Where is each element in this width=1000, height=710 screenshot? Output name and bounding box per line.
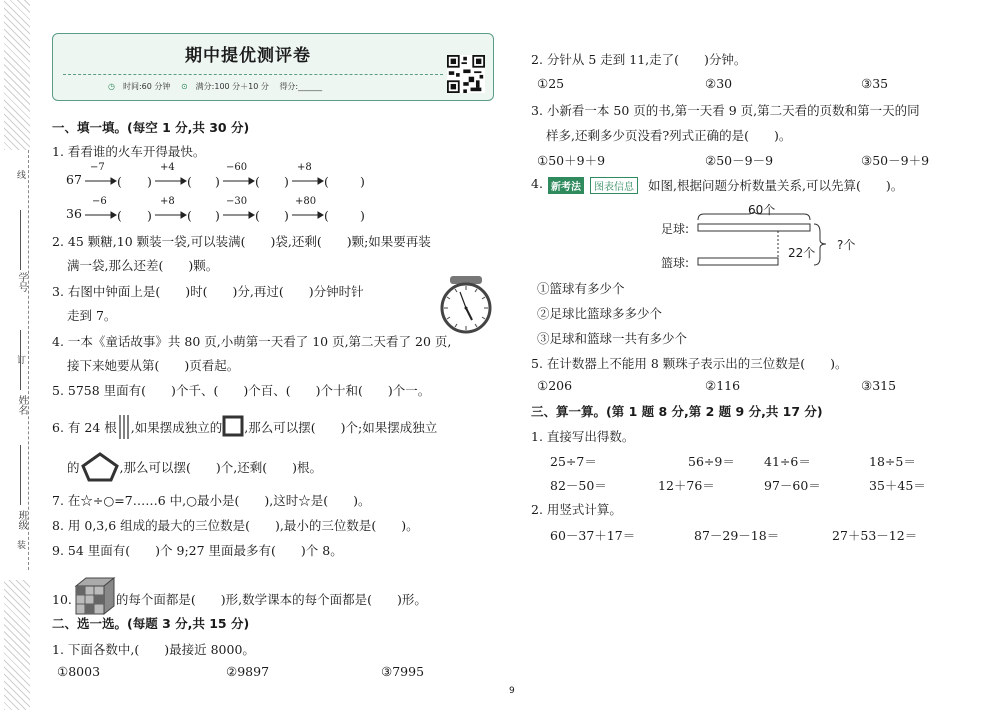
svg-text:(: ( <box>187 176 192 189</box>
q1-8-text: 8. 用 0,3,6 组成的最大的三位数是( ),最小的三位数是( )。 <box>52 518 419 533</box>
chart-info-badge: 图表信息 <box>590 177 638 194</box>
q1-9-text: 9. 54 里面有( )个 9;27 里面最多有( )个 8。 <box>52 543 343 558</box>
binding-cut-line <box>28 150 29 570</box>
new-method-badge: 新考法 <box>548 177 584 194</box>
diagram-diff-label: 22个 <box>788 246 816 260</box>
svg-text:): ) <box>360 176 365 189</box>
binding-mark-order: 订 <box>15 355 25 364</box>
class-label: 班级 <box>16 510 27 530</box>
calc-item-8: 35＋45＝ <box>869 478 926 493</box>
q1-6-mid: ,如果摆成独立的 <box>130 420 223 435</box>
diagram-football-label: 足球: <box>661 222 690 236</box>
q1-3-line-2: 走到 7。 <box>67 308 117 323</box>
cube-icon <box>72 576 116 616</box>
vertical-calc-1: 60－37＋17＝ <box>550 528 636 543</box>
basketball-bar <box>698 258 778 265</box>
q1-10-pre: 10. <box>52 592 72 607</box>
calc-item-3: 41÷6＝ <box>764 454 811 469</box>
q1-2-line-1: 2. 45 颗糖,10 颗装一袋,可以装满( )袋,还剩( )颗;如果要再装 <box>52 234 431 249</box>
q2-1-option-2[interactable]: ②9897 <box>226 664 270 679</box>
calc-item-2: 56÷9＝ <box>688 454 735 469</box>
q2-1-option-1[interactable]: ①8003 <box>57 664 101 679</box>
svg-text:): ) <box>360 210 365 223</box>
q1-10-post: 的每个面都是( )形,数学课本的每个面都是( )形。 <box>115 592 427 607</box>
diagram-unknown-label: ?个 <box>837 238 856 252</box>
diagram-total-label: 60个 <box>748 203 776 217</box>
q1-7-text: 7. 在☆÷○=7……6 中,○最小是( ),这时☆是( )。 <box>52 493 371 508</box>
q2-3-line-1: 3. 小新看一本 50 页的书,第一天看 9 页,第二天看的页数和第一天的同 <box>531 103 920 118</box>
q1-6-line-1 <box>52 414 437 440</box>
class-field[interactable] <box>20 445 21 505</box>
svg-text:(: ( <box>324 176 329 189</box>
calc-item-4: 18÷5＝ <box>869 454 916 469</box>
q1-6b-post: ,那么可以摆( )个,还剩( )根。 <box>119 460 322 475</box>
svg-text:(: ( <box>117 176 122 189</box>
q3-1-text: 1. 直接写出得数。 <box>531 429 635 444</box>
train-row-2-op-3: −30 <box>226 196 248 207</box>
q2-1-text: 1. 下面各数中,( )最接近 8000。 <box>52 642 255 657</box>
svg-text:): ) <box>215 210 220 223</box>
score-icon: ⊙ <box>180 82 188 91</box>
sticks-icon <box>117 414 131 440</box>
exam-meta <box>108 81 330 92</box>
q2-2-text: 2. 分针从 5 走到 11,走了( )分钟。 <box>531 52 747 67</box>
svg-text:): ) <box>147 176 152 189</box>
header-divider <box>63 74 443 75</box>
name-field[interactable] <box>20 330 21 390</box>
margin-hatch-bottom <box>4 580 30 710</box>
q1-6-pre: 6. 有 24 根 <box>52 420 117 435</box>
train-row-1-op-4: +8 <box>297 162 312 173</box>
q2-5-option-3[interactable]: ③315 <box>861 378 897 393</box>
svg-text:(: ( <box>255 176 260 189</box>
q3-2-text: 2. 用竖式计算。 <box>531 502 622 517</box>
q1-4-line-2: 接下来她要从第( )页看起。 <box>67 358 240 373</box>
q2-5-option-2[interactable]: ②116 <box>705 378 741 393</box>
section-calc-title: 三、算一算。(第 1 题 8 分,第 2 题 9 分,共 17 分) <box>531 404 823 419</box>
q2-3-option-1[interactable]: ①50＋9＋9 <box>537 153 606 168</box>
train-row-2-op-4: +80 <box>295 196 317 207</box>
train-row-1-arrows <box>85 176 385 190</box>
svg-text:): ) <box>284 176 289 189</box>
train-row-2-start: 36 <box>66 206 82 221</box>
train-row-1-start: 67 <box>66 172 82 187</box>
q1-10-line <box>52 576 427 616</box>
q2-4-number: 4. <box>531 176 543 191</box>
page-number: 9 <box>509 686 515 696</box>
q2-3-option-3[interactable]: ③50－9＋9 <box>861 153 930 168</box>
vertical-calc-3: 27＋53－12＝ <box>832 528 918 543</box>
binding-margin <box>0 0 42 710</box>
train-row-2-arrows <box>85 210 385 224</box>
q2-4-text: 如图,根据问题分析数量关系,可以先算( )。 <box>648 178 904 193</box>
q1-3-line-1: 3. 右图中钟面上是( )时( )分,再过( )分钟时针 <box>52 284 364 299</box>
svg-text:): ) <box>284 210 289 223</box>
svg-text:(: ( <box>255 210 260 223</box>
student-id-field[interactable] <box>20 210 21 270</box>
unknown-brace <box>814 224 826 265</box>
q2-2-option-3[interactable]: ③35 <box>861 76 889 91</box>
section-fill-in-title: 一、填一填。(每空 1 分,共 30 分) <box>52 120 250 135</box>
train-row-2-op-2: +8 <box>160 196 175 207</box>
svg-text:(: ( <box>117 210 122 223</box>
q1-6-post: ,那么可以摆( )个;如果摆成独立 <box>244 420 438 435</box>
time-icon: ◷ <box>108 82 115 91</box>
q1-2-line-2: 满一袋,那么还差( )颗。 <box>67 258 219 273</box>
pentagon-icon <box>80 452 120 482</box>
bar-diagram <box>690 212 840 272</box>
q2-1-option-3[interactable]: ③7995 <box>381 664 425 679</box>
qr-code-icon <box>447 55 485 93</box>
calc-item-6: 12＋76＝ <box>658 478 715 493</box>
q2-3-option-2[interactable]: ②50－9－9 <box>705 153 774 168</box>
square-icon <box>222 415 244 439</box>
calc-item-7: 97－60＝ <box>764 478 821 493</box>
q2-4-option-1[interactable]: ①篮球有多少个 <box>537 281 625 296</box>
q1-1-text: 1. 看看谁的火车开得最快。 <box>52 144 206 159</box>
calc-item-5: 82－50＝ <box>550 478 607 493</box>
svg-text:(: ( <box>324 210 329 223</box>
time-limit: 时间:60 分钟 <box>122 82 171 91</box>
q2-2-option-2[interactable]: ②30 <box>705 76 733 91</box>
q2-5-option-1[interactable]: ①206 <box>537 378 573 393</box>
svg-text:): ) <box>147 210 152 223</box>
q2-5-text: 5. 在计数器上不能用 8 颗珠子表示出的三位数是( )。 <box>531 356 848 371</box>
q1-4-line-1: 4. 一本《童话故事》共 80 页,小萌第一天看了 10 页,第二天看了 20 页, <box>52 334 452 349</box>
score-obtained: 得分:______ <box>279 82 323 91</box>
svg-text:): ) <box>215 176 220 189</box>
svg-text:(: ( <box>187 210 192 223</box>
q2-4-option-2[interactable]: ②足球比篮球多多少个 <box>537 306 663 321</box>
full-score: 满分:100 分＋10 分 <box>195 82 269 91</box>
binding-mark-line: 线 <box>15 170 25 179</box>
diagram-basketball-label: 篮球: <box>661 256 690 270</box>
q1-5-text: 5. 5758 里面有( )个千、( )个百、( )个十和( )个一。 <box>52 383 431 398</box>
q1-6b-pre: 的 <box>67 460 80 475</box>
football-bar <box>698 224 810 231</box>
train-row-1-op-2: +4 <box>160 162 175 173</box>
clock-face-icon <box>440 276 492 334</box>
q1-6-line-2 <box>67 452 322 482</box>
calc-item-1: 25÷7＝ <box>550 454 597 469</box>
q2-2-option-1[interactable]: ①25 <box>537 76 565 91</box>
margin-hatch-top <box>4 0 30 150</box>
exam-title: 期中提优测评卷 <box>185 46 311 66</box>
binding-mark-pack: 装 <box>15 540 25 549</box>
q2-4-option-3[interactable]: ③足球和篮球一共有多少个 <box>537 331 688 346</box>
train-row-2-op-1: −6 <box>92 196 107 207</box>
vertical-calc-2: 87－29－18＝ <box>694 528 780 543</box>
train-row-1-op-3: −60 <box>226 162 248 173</box>
train-row-1-op-1: −7 <box>90 162 105 173</box>
total-brace <box>698 212 810 220</box>
section-choice-title: 二、选一选。(每题 3 分,共 15 分) <box>52 616 250 631</box>
student-id-label: 学号 <box>16 272 27 292</box>
name-label: 姓名 <box>16 395 27 415</box>
q2-3-line-2: 样多,还剩多少页没看?列式正确的是( )。 <box>546 128 792 143</box>
